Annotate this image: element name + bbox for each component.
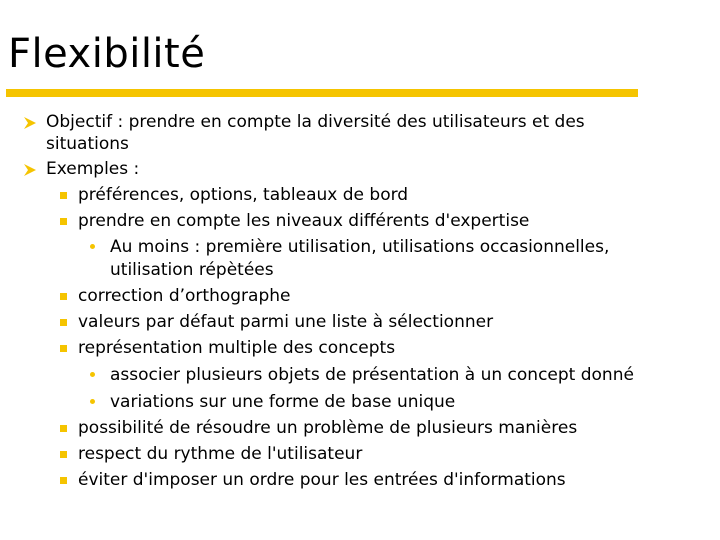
square-bullet-icon xyxy=(60,293,67,300)
bullet-text: utilisation répètées xyxy=(110,260,274,280)
bullet-text: préférences, options, tableaux de bord xyxy=(78,185,409,205)
bullet-text: représentation multiple des concepts xyxy=(78,338,396,358)
bullet-text: Objectif : prendre en compte la diversité des utilisateurs et des xyxy=(46,112,585,132)
square-bullet-icon xyxy=(60,319,67,326)
bullet-text: Au moins : première utilisation, utilisations occasionnelles, xyxy=(110,237,610,257)
bullet-text: Exemples : xyxy=(46,159,140,179)
slide-title: Flexibilité xyxy=(8,31,206,77)
dot-bullet-icon xyxy=(90,372,95,377)
bullet-text: correction d’orthographe xyxy=(78,286,291,306)
bullet-text: respect du rythme de l'utilisateur xyxy=(78,444,363,464)
bullet-text: situations xyxy=(46,134,129,154)
square-bullet-icon xyxy=(60,192,67,199)
square-bullet-icon xyxy=(60,345,67,352)
bullet-text: prendre en compte les niveaux différents d'expertise xyxy=(78,211,530,231)
square-bullet-icon xyxy=(60,451,67,458)
dot-bullet-icon xyxy=(90,399,95,404)
bullet-text: variations sur une forme de base unique xyxy=(110,392,456,412)
bullet-text: associer plusieurs objets de présentation à un concept donné xyxy=(110,365,634,385)
bullet-text: valeurs par défaut parmi une liste à sélectionner xyxy=(78,312,494,332)
arrow-right-icon xyxy=(22,161,38,177)
square-bullet-icon xyxy=(60,218,67,225)
bullet-text: éviter d'imposer un ordre pour les entrées d'informations xyxy=(78,470,566,490)
title-underline xyxy=(6,89,638,97)
square-bullet-icon xyxy=(60,425,67,432)
arrow-right-icon xyxy=(22,114,38,130)
bullet-text: possibilité de résoudre un problème de plusieurs manières xyxy=(78,418,578,438)
dot-bullet-icon xyxy=(90,244,95,249)
square-bullet-icon xyxy=(60,477,67,484)
